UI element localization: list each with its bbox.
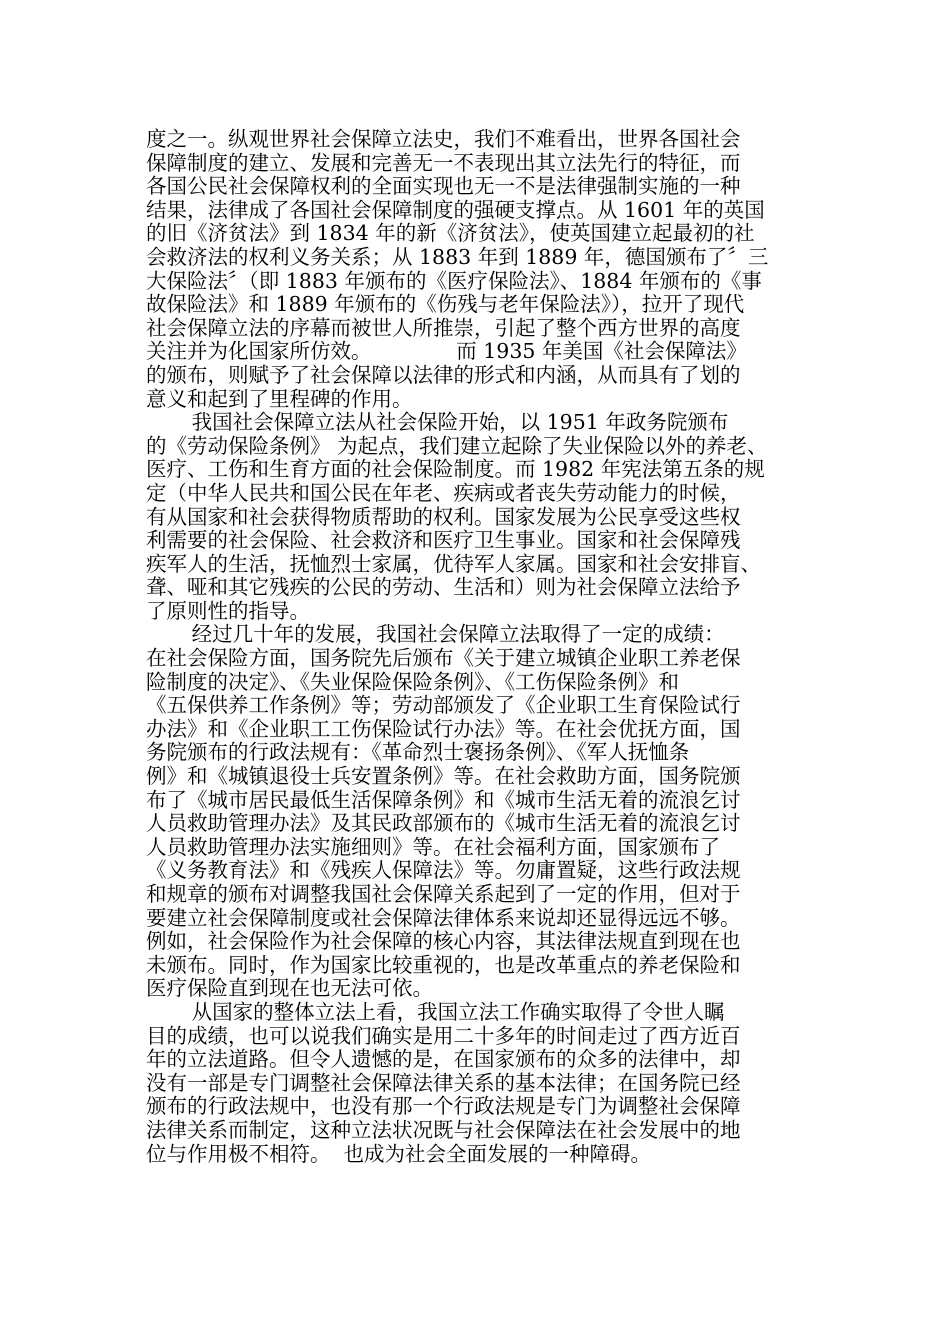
- text-line: 关注并为化国家所仿效。 而 1935 年美国《社会保障法》: [146, 339, 747, 364]
- text-line: 利需要的社会保险、社会救济和医疗卫生事业。国家和社会保障残: [146, 528, 741, 553]
- text-line: 法律关系而制定，这种立法状况既与社会保障法在社会发展中的地: [146, 1117, 741, 1142]
- text-line: 要建立社会保障制度或社会保障法律体系来说却还显得远远不够。: [146, 905, 741, 930]
- text-line: 大保险法〞（即 1883 年颁布的《医疗保险法》、1884 年颁布的《事: [146, 268, 762, 293]
- text-line: 的《劳动保险条例》 为起点，我们建立起除了失业保险以外的养老、: [146, 433, 768, 458]
- text-line: 我国社会保障立法从社会保险开始，以 1951 年政务院颁布: [146, 410, 729, 435]
- text-line: 《义务教育法》和《残疾人保障法》等。勿庸置疑，这些行政法规: [146, 858, 741, 883]
- paragraph: [146, 623, 846, 1001]
- text-line: 医疗保险直到现在也无法可依。: [146, 976, 433, 1001]
- text-line: 度之一。纵观世界社会保障立法史，我们不难看出，世界各国社会: [146, 127, 741, 151]
- text-line: 在社会保险方面，国务院先后颁布《关于建立城镇企业职工养老保: [146, 646, 741, 671]
- text-line: 办法》和《企业职工工伤保险试行办法》等。在社会优抚方面，国: [146, 716, 741, 741]
- text-line: 人员救助管理办法实施细则》等。在社会福利方面，国家颁布了: [146, 834, 720, 859]
- text-line: 经过几十年的发展，我国社会保障立法取得了一定的成绩：: [146, 622, 725, 647]
- text-line: 社会保障立法的序幕而被世人所推崇，引起了整个西方世界的高度: [146, 315, 741, 340]
- text-line: 颁布的行政法规中，也没有那一个行政法规是专门为调整社会保障: [146, 1094, 741, 1119]
- text-line: 《五保供养工作条例》等；劳动部颁发了《企业职工生育保险试行: [146, 693, 741, 718]
- text-line: 人员救助管理办法》及其民政部颁布的《城市生活无着的流浪乞讨: [146, 811, 741, 836]
- text-line: 例如，社会保险作为社会保障的核心内容，其法律法规直到现在也: [146, 929, 741, 954]
- text-line: 聋、哑和其它残疾的公民的劳动、生活和）则为社会保障立法给予: [146, 575, 741, 600]
- text-line: 定（中华人民共和国公民在年老、疾病或者丧失劳动能力的时候，: [146, 480, 741, 505]
- text-line: 和规章的颁布对调整我国社会保障关系起到了一定的作用，但对于: [146, 882, 741, 906]
- text-line: 故保险法》和 1889 年颁布的《伤残与老年保险法》），拉开了现代: [146, 292, 745, 317]
- text-line: 结果，法律成了各国社会保障制度的强硬支撑点。从 1601 年的英国: [146, 197, 765, 222]
- text-line: 从国家的整体立法上看，我国立法工作确实取得了令世人瞩: [146, 999, 725, 1024]
- paragraph: [146, 128, 846, 411]
- text-line: 各国公民社会保障权利的全面实现也无一不是法律强制实施的一种: [146, 174, 741, 199]
- text-line: 险制度的决定》、《失业保险保险条例》、《工伤保险条例》和: [146, 669, 679, 694]
- text-line: 位与作用极不相符。 也成为社会全面发展的一种障碍。: [146, 1141, 652, 1166]
- text-line: 疾军人的生活，抚恤烈士家属，优待军人家属。国家和社会安排盲、: [146, 551, 761, 576]
- document-body: [146, 128, 846, 1166]
- paragraph: [146, 1001, 846, 1166]
- paragraph: [146, 411, 846, 623]
- text-line: 务院颁布的行政法规有：《革命烈士褒扬条例》、《军人抚恤条: [146, 740, 690, 765]
- text-line: 未颁布。同时，作为国家比较重视的，也是改革重点的养老保险和: [146, 952, 741, 977]
- text-line: 目的成绩，也可以说我们确实是用二十多年的时间走过了西方近百: [146, 1023, 741, 1048]
- text-line: 了原则性的指导。: [146, 598, 310, 623]
- text-line: 医疗、工伤和生育方面的社会保险制度。而 1982 年宪法第五条的规: [146, 457, 765, 482]
- text-line: 例》和《城镇退役士兵安置条例》等。在社会救助方面，国务院颁: [146, 764, 741, 789]
- text-line: 没有一部是专门调整社会保障法律关系的基本法律；在国务院已经: [146, 1070, 741, 1095]
- text-line: 保障制度的建立、发展和完善无一不表现出其立法先行的特征，而: [146, 150, 741, 175]
- text-line: 年的立法道路。但令人遗憾的是，在国家颁布的众多的法律中，却: [146, 1047, 741, 1072]
- text-line: 有从国家和社会获得物质帮助的权利。国家发展为公民享受这些权: [146, 504, 741, 529]
- text-line: 的旧《济贫法》到 1834 年的新《济贫法》，使英国建立起最初的社: [146, 221, 755, 246]
- text-line: 会救济法的权利义务关系；从 1883 年到 1889 年，德国颁布了〞三: [146, 244, 769, 269]
- text-line: 意义和起到了里程碑的作用。: [146, 386, 413, 411]
- text-line: 的颁布，则赋予了社会保障以法律的形式和内涵，从而具有了划的: [146, 362, 741, 387]
- text-line: 布了《城市居民最低生活保障条例》和《城市生活无着的流浪乞讨: [146, 787, 741, 812]
